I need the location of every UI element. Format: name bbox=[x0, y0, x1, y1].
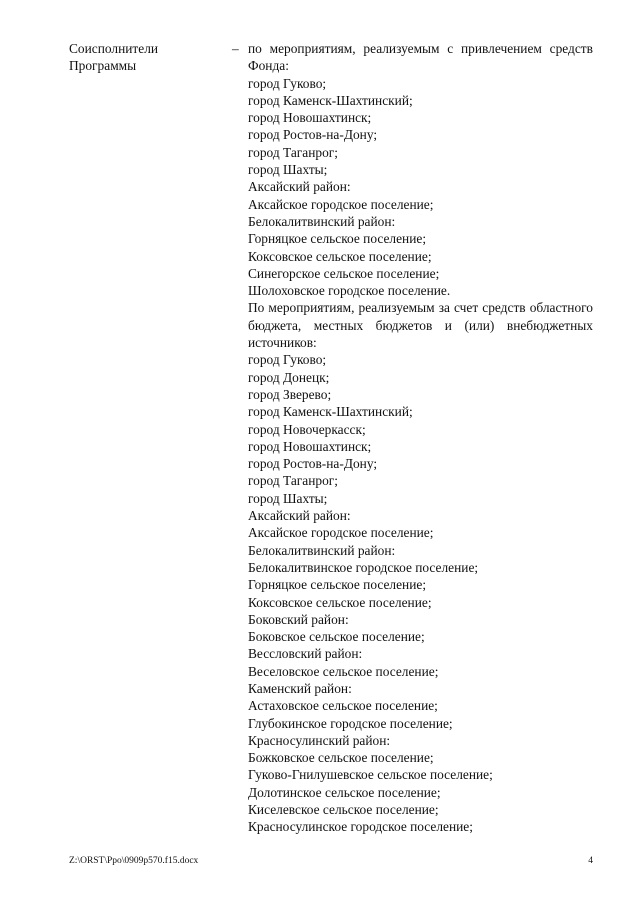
list-item: Весcловский район: bbox=[248, 646, 363, 662]
list-item: Коксовское сельское поселение; bbox=[248, 594, 432, 610]
list-item: город Ростов-на-Дону; bbox=[248, 127, 378, 143]
list-item: Синегорское сельское поселение; bbox=[248, 265, 440, 281]
list-item: город Новошахтинск; bbox=[248, 438, 372, 454]
list-item: город Каменск-Шахтинский; bbox=[248, 404, 413, 420]
list-item: Боковский район: bbox=[248, 611, 349, 627]
list-item: Боковское сельское поселение; bbox=[248, 629, 425, 645]
list-item: Шолоховское городское поселение. bbox=[248, 283, 451, 299]
intro-paragraph-fund: по мероприятиям, реализуемым с привлечением средств Фонда: bbox=[248, 41, 593, 74]
list-item: Каменский район: bbox=[248, 680, 352, 696]
list-item: Аксайский район: bbox=[248, 508, 351, 524]
dash-separator: – bbox=[232, 41, 239, 56]
section-label-line-2: Программы bbox=[69, 58, 137, 74]
list-item: город Ростов-на-Дону; bbox=[248, 456, 378, 472]
list-item: Красносулинский район: bbox=[248, 732, 391, 748]
list-item: Божковское сельское поселение; bbox=[248, 750, 434, 766]
list-item: город Таганрог; bbox=[248, 473, 339, 489]
page-number: 4 bbox=[588, 856, 593, 866]
list-item: город Шахты; bbox=[248, 490, 328, 506]
list-item: Гуково-Гнилушевское сельское поселение; bbox=[248, 767, 493, 783]
list-item: город Таганрог; bbox=[248, 144, 339, 160]
list-budget bbox=[248, 351, 593, 835]
list-item: Аксайское городское поселение; bbox=[248, 525, 434, 541]
list-item: город Гуково; bbox=[248, 352, 327, 368]
list-item: Астаховское сельское поселение; bbox=[248, 698, 438, 714]
list-item: город Шахты; bbox=[248, 162, 328, 178]
list-item: Аксайское городское поселение; bbox=[248, 196, 434, 212]
list-item: город Донецк; bbox=[248, 369, 330, 385]
list-item: город Гуково; bbox=[248, 75, 327, 91]
list-item: Долотинское сельское поселение; bbox=[248, 784, 441, 800]
section-label-line-1: Соисполнители bbox=[69, 41, 159, 56]
list-item: Белокалитвинское городское поселение; bbox=[248, 559, 479, 575]
list-item: Киселевское сельское поселение; bbox=[248, 802, 439, 818]
footer-file-path: Z:\ORST\Ppo\0909p570.f15.docx bbox=[69, 856, 199, 866]
list-item: Аксайский район: bbox=[248, 179, 351, 195]
list-item: Горняцкое сельское поселение; bbox=[248, 231, 427, 247]
list-item: Белокалитвинский район: bbox=[248, 542, 396, 558]
list-fund bbox=[248, 75, 593, 300]
list-item: Горняцкое сельское поселение; bbox=[248, 577, 427, 593]
list-item: город Каменск-Шахтинский; bbox=[248, 92, 413, 108]
list-item: Глубокинское городское поселение; bbox=[248, 715, 453, 731]
list-item: Веселовское сельское поселение; bbox=[248, 663, 439, 679]
list-item: Белокалитвинский район: bbox=[248, 213, 396, 229]
list-item: город Новочеркасск; bbox=[248, 421, 366, 437]
list-item: Красносулинское городское поселение; bbox=[248, 819, 473, 835]
section-content bbox=[248, 40, 593, 836]
list-item: Коксовское сельское поселение; bbox=[248, 248, 432, 264]
section-label bbox=[69, 40, 219, 75]
intro-paragraph-budget: По мероприятиям, реализуемым за счет средств областного бюджета, местных бюджетов и (или) внебюджетных источников: bbox=[248, 300, 593, 351]
list-item: город Зверево; bbox=[248, 386, 332, 402]
list-item: город Новошахтинск; bbox=[248, 110, 372, 126]
